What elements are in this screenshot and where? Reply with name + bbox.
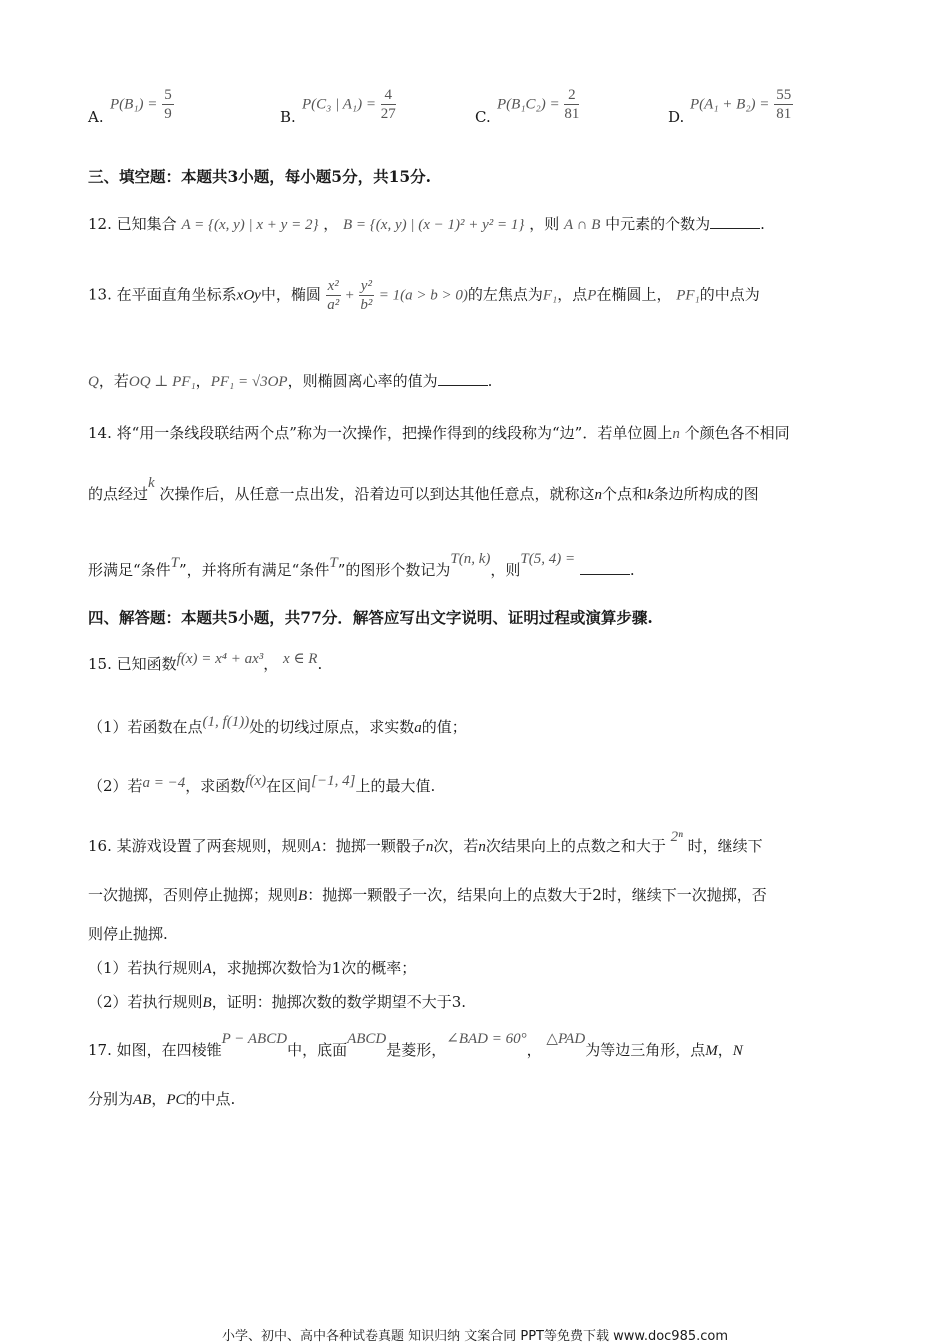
q17-angle: ∠BAD = 60° bbox=[446, 1031, 527, 1047]
q17-comma: ， bbox=[717, 1041, 733, 1059]
q13-q: Q bbox=[88, 374, 99, 390]
q13-answer-blank[interactable] bbox=[438, 371, 488, 386]
q13-frac-y-num: y² bbox=[360, 278, 372, 294]
q14-line2-d: 条边所构成的图 bbox=[653, 485, 759, 503]
option-c-fraction bbox=[564, 86, 579, 123]
q13-frac-x bbox=[326, 277, 341, 314]
q17-line2-a: 分别为 bbox=[88, 1090, 134, 1108]
q17-text-3: 是菱形， bbox=[386, 1041, 447, 1059]
question-16-line-3: 则停止抛掷. bbox=[88, 925, 168, 943]
question-15-part-1 bbox=[88, 714, 467, 738]
q15-text-1: 已知函数 bbox=[116, 655, 177, 673]
q16-p1-rule: A bbox=[202, 961, 212, 977]
option-c-num: 2 bbox=[564, 86, 579, 105]
q14-line3-b: ”，并将所有满足“条件 bbox=[179, 561, 330, 579]
question-13 bbox=[88, 277, 760, 314]
q14-line1-a: 将“用一条线段联结两个点”称为一次操作，把操作得到的线段称为“边”．若单位圆上 bbox=[116, 424, 673, 442]
q16-p2-b: ，证明：抛掷次数的数学期望不大于3. bbox=[211, 993, 467, 1011]
q14-line2-a: 的点经过 bbox=[88, 485, 149, 503]
q17-pc: PC bbox=[166, 1092, 186, 1108]
option-b-letter: B. bbox=[280, 108, 296, 126]
q14-number: 14. bbox=[88, 424, 112, 442]
q17-number: 17. bbox=[88, 1041, 112, 1059]
q14-end: . bbox=[629, 561, 635, 579]
q16-a: A bbox=[311, 839, 321, 855]
q14-n: n bbox=[672, 426, 680, 442]
option-b-fraction bbox=[381, 86, 396, 123]
q14-line3-a: 形满足“条件 bbox=[88, 561, 171, 579]
q14-answer-blank[interactable] bbox=[580, 560, 630, 575]
q12-answer-blank[interactable] bbox=[710, 214, 760, 229]
q17-ab: AB bbox=[133, 1092, 152, 1108]
option-b-den: 27 bbox=[380, 106, 396, 122]
q14-line1-b: 个颜色各不相同 bbox=[684, 424, 790, 442]
option-b-num: 4 bbox=[381, 86, 396, 105]
option-c-expr: P(B₁C₂) = bbox=[497, 96, 560, 113]
q13-perp: OQ ⊥ PF₁ bbox=[128, 374, 196, 390]
q15-p2-b: ，求函数 bbox=[185, 777, 246, 795]
q13-text-4: ，点 bbox=[557, 285, 588, 304]
q15-a-cond: a = −4 bbox=[142, 775, 186, 791]
option-c-letter: C. bbox=[475, 108, 491, 126]
q12-set-b: B = {(x, y) | (x − 1)² + y² = 1} bbox=[343, 217, 525, 233]
q17-text-4: ， bbox=[526, 1041, 542, 1059]
section3-heading: 三、填空题：本题共3小题，每小题5分，共15分. bbox=[88, 167, 432, 186]
q16-line1-b: ：抛掷一颗骰子 bbox=[320, 837, 426, 855]
q15-p2-d: 上的最大值. bbox=[355, 777, 436, 795]
question-17 bbox=[88, 1031, 743, 1061]
q17-m: M bbox=[705, 1043, 718, 1059]
q13-pf1: PF₁ bbox=[676, 287, 700, 304]
q15-p1-b: 处的切线过原点，求实数 bbox=[249, 718, 415, 736]
q13-ellipse-eq: = 1(a > b > 0) bbox=[378, 287, 468, 304]
q15-a: a bbox=[414, 720, 422, 736]
option-a-den: 9 bbox=[164, 106, 172, 122]
question-16-line-2 bbox=[88, 885, 767, 906]
q15-end: . bbox=[317, 655, 323, 673]
q17-comma-2: ， bbox=[151, 1090, 167, 1108]
section4-heading: 四、解答题：本题共5小题，共77分．解答应写出文字说明、证明过程或演算步骤. bbox=[88, 608, 653, 627]
q16-p1-b: ，求抛掷次数恰为1次的概率； bbox=[211, 959, 417, 977]
q14-line3-c: ”的图形个数记为 bbox=[337, 561, 451, 579]
option-a-fraction bbox=[162, 86, 174, 123]
option-c-den: 81 bbox=[564, 106, 580, 122]
question-14-line-3 bbox=[88, 551, 635, 581]
option-d-letter: D. bbox=[668, 108, 685, 126]
option-a-letter: A. bbox=[88, 108, 104, 126]
q17-base: ABCD bbox=[347, 1031, 387, 1047]
question-16-part-2 bbox=[88, 992, 466, 1013]
question-17-line-2 bbox=[88, 1089, 235, 1110]
q15-p2-c: 在区间 bbox=[266, 777, 312, 795]
q13-frac-y bbox=[359, 277, 374, 314]
q14-line2-c: 个点和 bbox=[601, 485, 647, 503]
option-a-num: 5 bbox=[164, 87, 172, 103]
q13-number: 13. bbox=[88, 285, 112, 304]
q16-line2-a: 一次抛掷，否则停止抛掷；规则 bbox=[88, 886, 299, 904]
question-14-line-2 bbox=[88, 475, 759, 505]
option-d-fraction bbox=[774, 86, 793, 123]
q14-t2: T bbox=[329, 555, 338, 571]
question-15-part-2 bbox=[88, 773, 436, 797]
q14-k: k bbox=[148, 475, 155, 491]
q16-p1-a: （1）若执行规则 bbox=[88, 959, 203, 977]
q13-text-2: 中，椭圆 bbox=[260, 285, 321, 304]
q17-n: N bbox=[732, 1043, 743, 1059]
q15-number: 15. bbox=[88, 655, 112, 673]
q17-text-2: 中，底面 bbox=[287, 1041, 348, 1059]
q16-number: 16. bbox=[88, 837, 112, 855]
question-14 bbox=[88, 423, 790, 444]
q14-line2-b: 次操作后，从任意一点出发，沿着边可以到达其他任意点，就称这 bbox=[159, 485, 595, 503]
q12-text-1: 已知集合 bbox=[116, 215, 177, 233]
q12-set-a: A = {(x, y) | x + y = 2} bbox=[181, 217, 319, 233]
q13-frac-x-den: a² bbox=[327, 297, 340, 313]
q13-text-3: 的左焦点为 bbox=[467, 285, 543, 304]
q12-intersection: A ∩ B bbox=[563, 217, 601, 233]
q17-pyramid: P − ABCD bbox=[221, 1031, 288, 1047]
q13-frac-x-num: x² bbox=[327, 278, 339, 294]
q12-text-3: 中元素的个数为 bbox=[605, 215, 711, 233]
q14-tnk: T(n, k) bbox=[450, 551, 491, 567]
question-12 bbox=[88, 214, 765, 235]
q13-f1: F₁ bbox=[542, 287, 558, 304]
q14-n2: n bbox=[594, 487, 602, 503]
question-16 bbox=[88, 829, 763, 857]
q12-number: 12. bbox=[88, 215, 112, 233]
q16-power: 2ⁿ bbox=[670, 829, 683, 845]
q13-end: . bbox=[487, 372, 493, 390]
q13-p: P bbox=[587, 287, 597, 304]
q16-b: B bbox=[298, 888, 308, 904]
q15-function: f(x) = x⁴ + ax³ bbox=[176, 651, 264, 667]
q14-k2: k bbox=[647, 487, 654, 503]
q16-n2: n bbox=[478, 839, 486, 855]
q15-p2-a: （2）若 bbox=[88, 777, 143, 795]
q16-line1-c: 次，若 bbox=[433, 837, 479, 855]
q13-text-9: ，则椭圆离心率的值为 bbox=[287, 372, 438, 390]
question-13-line-2 bbox=[88, 371, 492, 392]
option-d-num: 55 bbox=[776, 87, 792, 103]
q17-text-1: 如图，在四棱锥 bbox=[116, 1041, 222, 1059]
q13-relation: PF₁ = √3OP bbox=[210, 374, 288, 390]
q15-text-2: ， bbox=[263, 655, 279, 673]
q17-text-5: 为等边三角形，点 bbox=[585, 1041, 706, 1059]
q17-triangle: △PAD bbox=[546, 1031, 586, 1047]
q14-t54: T(5, 4) = bbox=[520, 551, 576, 567]
q15-point: (1, f(1)) bbox=[202, 714, 250, 730]
option-d-expr: P(A₁ + B₂) = bbox=[690, 96, 770, 113]
q13-text-8: ， bbox=[195, 372, 211, 390]
q13-text-7: ，若 bbox=[98, 372, 129, 390]
q14-t1: T bbox=[170, 555, 180, 571]
option-d-den: 81 bbox=[776, 106, 792, 122]
option-a-expr: P(B₁) = bbox=[110, 96, 158, 113]
option-b-expr: P(C₃ | A₁) = bbox=[302, 96, 376, 113]
q13-text-6: 的中点为 bbox=[699, 285, 760, 304]
q16-n: n bbox=[425, 839, 434, 855]
q12-sep: ， bbox=[323, 215, 339, 233]
q16-p2-rule: B bbox=[202, 995, 212, 1011]
q13-plus: + bbox=[345, 287, 355, 304]
q14-line3-d: ，则 bbox=[490, 561, 521, 579]
q12-text-2: ，则 bbox=[529, 215, 560, 233]
q13-text-1: 在平面直角坐标系 bbox=[116, 285, 237, 304]
q16-line1-d: 次结果向上的点数之和大于 bbox=[485, 837, 666, 855]
question-15 bbox=[88, 651, 323, 675]
q16-line2-b: ：抛掷一颗骰子一次，结果向上的点数大于2时，继续下一次抛掷，否 bbox=[307, 886, 767, 904]
page-footer[interactable]: 小学、初中、高中各种试卷真题 知识归纳 文案合同 PPT等免费下载 www.doc985.com bbox=[221, 1329, 729, 1344]
q15-domain: x ∈ R bbox=[283, 651, 318, 667]
q15-p1-a: （1）若函数在点 bbox=[88, 718, 203, 736]
q13-text-5: 在椭圆上， bbox=[596, 285, 672, 304]
q16-p2-a: （2）若执行规则 bbox=[88, 993, 203, 1011]
q12-end: . bbox=[760, 215, 765, 233]
q16-line1-a: 某游戏设置了两套规则，规则 bbox=[116, 837, 312, 855]
q15-interval: [−1, 4] bbox=[311, 773, 356, 789]
q17-line2-b: 的中点. bbox=[185, 1090, 236, 1108]
q15-p1-c: 的值； bbox=[421, 718, 467, 736]
question-16-part-1 bbox=[88, 958, 416, 979]
q15-fx: f(x) bbox=[245, 773, 267, 789]
q13-xoy: xOy bbox=[236, 287, 261, 304]
q16-line1-e: 时，继续下 bbox=[687, 837, 763, 855]
q13-frac-y-den: b² bbox=[360, 297, 373, 313]
